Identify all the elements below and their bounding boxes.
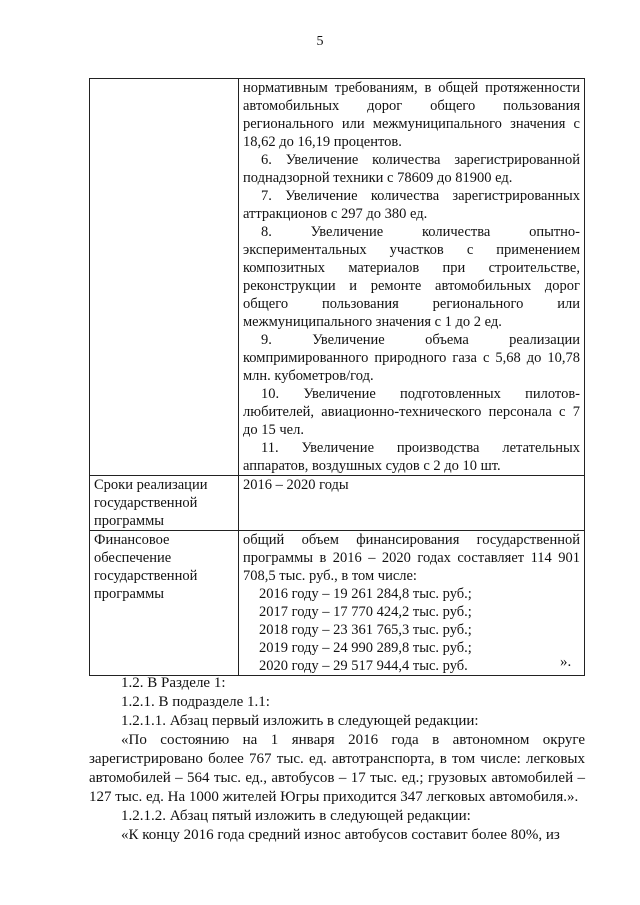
closing-quote: ». xyxy=(560,654,572,670)
row-label-timeline: Сроки реализации государственной программы xyxy=(90,476,239,531)
targets-cell xyxy=(239,79,585,476)
target-line: нормативным требованиям, в общей протяженности автомобильных дорог общего пользования регионального или межмуниципального значения с 18,62 до 16,19 процентов. xyxy=(243,80,580,150)
timeline-value: 2016 – 2020 годы xyxy=(239,476,585,531)
clause-heading: 1.2.1.2. Абзац пятый изложить в следующей редакции: xyxy=(121,808,471,824)
amendment-body xyxy=(89,674,585,845)
quoted-paragraph: «По состоянию на 1 января 2016 года в автономном округе зарегистрировано более 767 тыс. ед. автотранспорта, в том числе: легковых автомобилей – 564 тыс. ед., автобусов – 17 тыс. ед.; грузовых автомобилей – 127 тыс. ед. На 1000 жителей Югры приходится 347 легковых автомобиля.». xyxy=(89,732,585,805)
row-label-empty xyxy=(90,79,239,476)
financing-year: 2018 году – 23 361 765,3 тыс. руб.; xyxy=(259,622,472,638)
target-line: 10. Увеличение подготовленных пилотов-любителей, авиационно-технического персонала с 7 до 15 чел. xyxy=(243,386,580,438)
page-number: 5 xyxy=(316,34,324,49)
financing-year: 2019 году – 24 990 289,8 тыс. руб.; xyxy=(259,640,472,656)
financing-year: 2016 году – 19 261 284,8 тыс. руб.; xyxy=(259,586,472,602)
program-passport-table xyxy=(89,78,585,676)
row-label-financing: Финансовое обеспечение государственной программы xyxy=(90,531,239,676)
table-row-timeline xyxy=(90,476,585,531)
target-line: 8. Увеличение количества опытно-экспериментальных участков с применением композитных материалов при строительстве, реконструкции и ремонте автомобильных дорог общего пользования регионального или межмуниципального значения с 1 до 2 ед. xyxy=(243,224,580,330)
section-heading: 1.2. В Разделе 1: xyxy=(121,675,226,691)
target-line: 6. Увеличение количества зарегистрированной поднадзорной техники с 78609 до 81900 ед. xyxy=(243,152,580,186)
clause-heading: 1.2.1.1. Абзац первый изложить в следующей редакции: xyxy=(121,713,479,729)
target-line: 11. Увеличение производства летательных аппаратов, воздушных судов с 2 до 10 шт. xyxy=(243,440,580,474)
financing-intro: общий объем финансирования государственной программы в 2016 – 2020 годах составляет 114 901 708,5 тыс. руб., в том числе: xyxy=(243,532,580,584)
table-row-targets xyxy=(90,79,585,476)
target-line: 9. Увеличение объема реализации компримированного природного газа с 5,68 до 10,78 млн. кубометров/год. xyxy=(243,332,580,384)
table-row-financing xyxy=(90,531,585,676)
financing-cell xyxy=(239,531,585,676)
financing-year: 2017 году – 17 770 424,2 тыс. руб.; xyxy=(259,604,472,620)
quoted-paragraph: «К концу 2016 года средний износ автобусов составит более 80%, из xyxy=(121,827,560,843)
target-line: 7. Увеличение количества зарегистрированных аттракционов с 297 до 380 ед. xyxy=(243,188,580,222)
financing-year: 2020 году – 29 517 944,4 тыс. руб. xyxy=(259,658,468,674)
subsection-heading: 1.2.1. В подразделе 1.1: xyxy=(121,694,270,710)
